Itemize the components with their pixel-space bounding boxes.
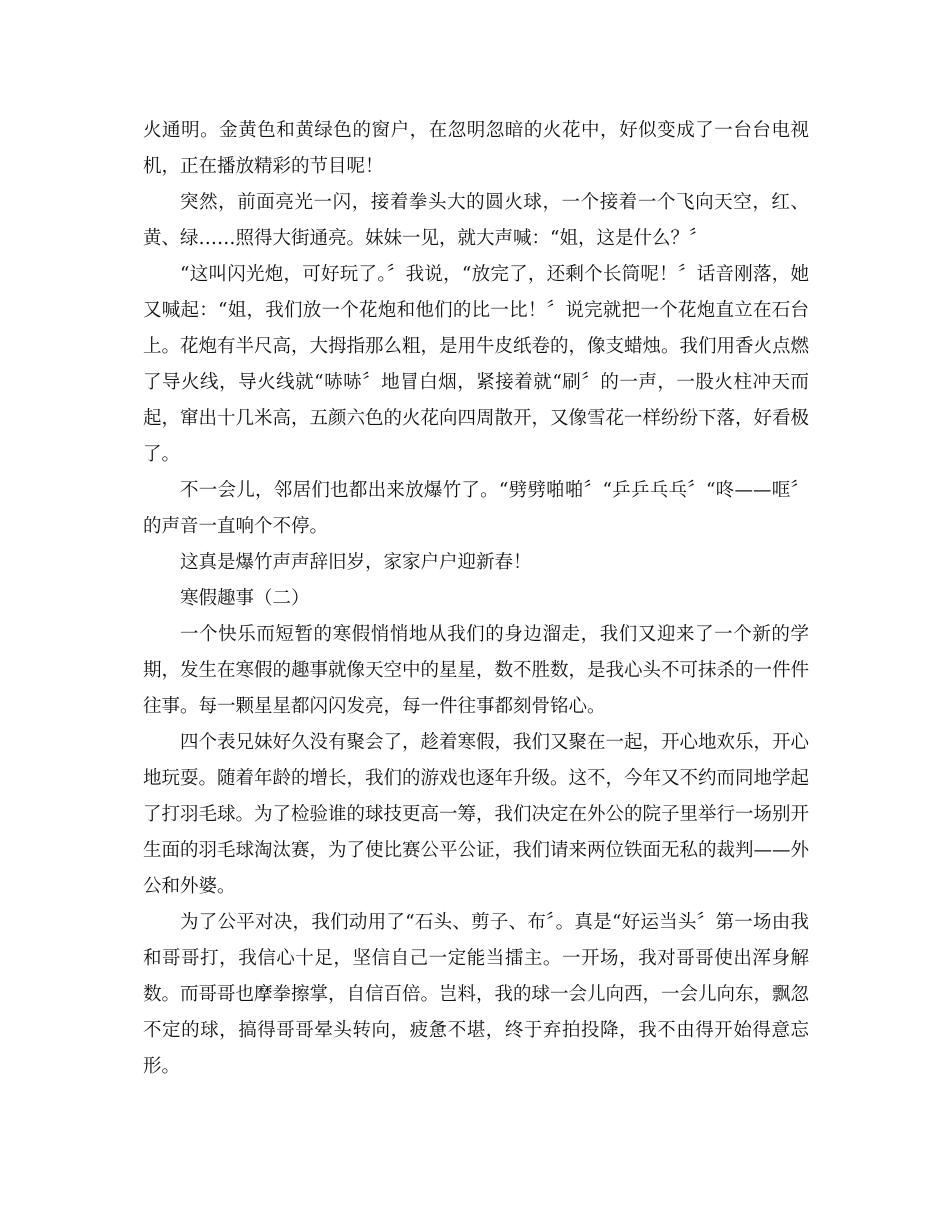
paragraph-7: 四个表兄妹好久没有聚会了，趁着寒假，我们又聚在一起，开心地欢乐，开心地玩耍。随着年龄的增长，我们的游戏也逐年升级。这不，今年又不约而同地学起了打羽毛球。为了检验谁的球技更高一筹，我们决定在外公的院子里举行一场别开生面的羽毛球淘汰赛，为了使比赛公平公证，我们请来两位铁面无私的裁判——外公和外婆。 bbox=[143, 732, 810, 897]
paragraph-1: 火通明。金黄色和黄绿色的窗户，在忽明忽暗的火花中，好似变成了一台台电视机，正在播放精彩的节目呢！ bbox=[143, 120, 809, 177]
paragraph-2: 突然，前面亮光一闪，接着拳头大的圆火球，一个接着一个飞向天空，红、黄、绿……照得大街通亮。妹妹一见，就大声喊：“姐，这是什么？〞 bbox=[143, 192, 809, 249]
paragraph-5: 这真是爆竹声声辞旧岁，家家户户迎新春！ bbox=[180, 552, 532, 573]
paragraph-8: 为了公平对决，我们动用了“石头、剪子、布〞。真是“好运当头〞第一场由我和哥哥打，我信心十足，坚信自己一定能当擂主。一开场，我对哥哥使出浑身解数。而哥哥也摩拳擦掌，自信百倍。岂料，我的球一会儿向西，一会儿向东，飘忽不定的球，搞得哥哥晕头转向，疲惫不堪，终于弃拍投降，我不由得开始得意忘形。 bbox=[143, 912, 810, 1077]
document-body bbox=[143, 113, 809, 1085]
paragraph-4: 不一会儿，邻居们也都出来放爆竹了。“劈劈啪啪〞“乒乒乓乓〞“咚——哐〞的声音一直响个不停。 bbox=[143, 480, 809, 537]
section-heading: 寒假趣事（二） bbox=[180, 588, 310, 609]
paragraph-3: “这叫闪光炮，可好玩了。〞我说，“放完了，还剩个长筒呢！〞话音刚落，她又喊起：“姐，我们放一个花炮和他们的比一比！〞说完就把一个花炮直立在石台上。花炮有半尺高，大拇指那么粗，是用牛皮纸卷的，像支蜡烛。我们用香火点燃了导火线，导火线就“哧哧〞地冒白烟，紧接着就“刷〞的一声，一股火柱冲天而起，窜出十几米高，五颜六色的火花向四周散开，又像雪花一样纷纷下落，好看极了。 bbox=[143, 264, 810, 465]
paragraph-6: 一个快乐而短暂的寒假悄悄地从我们的身边溜走，我们又迎来了一个新的学期，发生在寒假的趣事就像天空中的星星，数不胜数，是我心头不可抹杀的一件件往事。每一颗星星都闪闪发亮，每一件往事都刻骨铭心。 bbox=[143, 624, 810, 717]
